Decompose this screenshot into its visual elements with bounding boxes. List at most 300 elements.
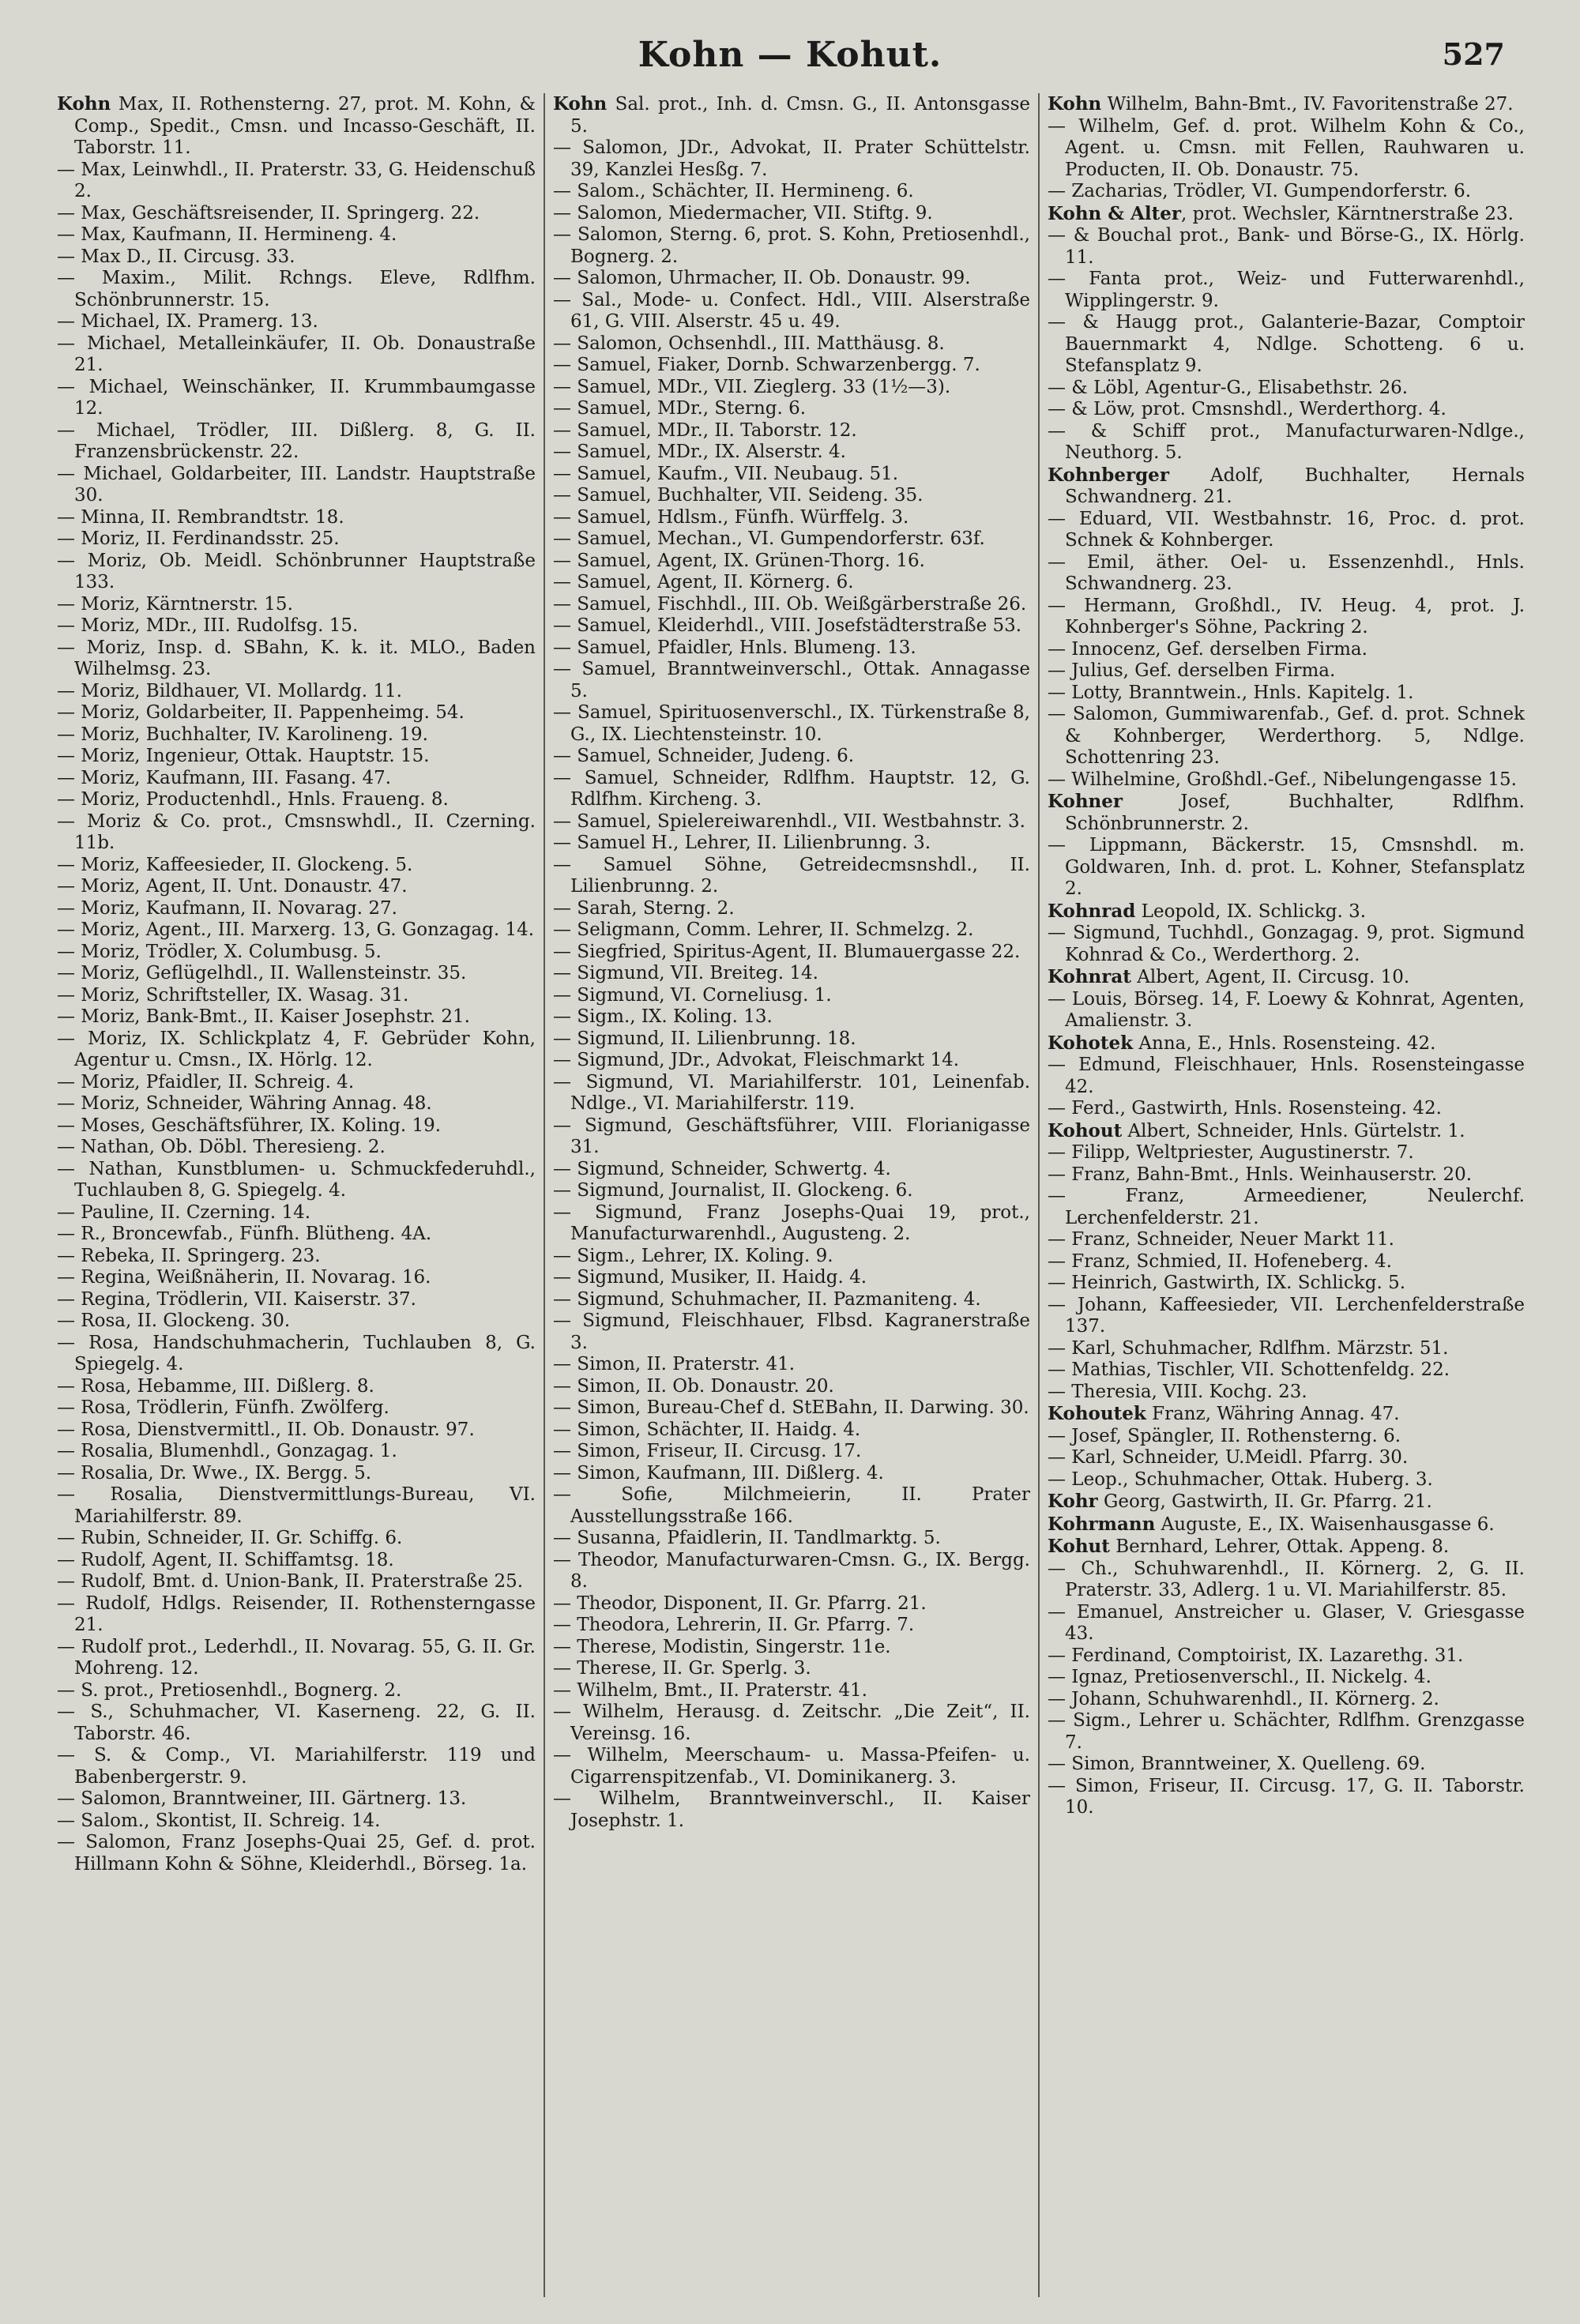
entry-text: — Rosalia, Blumenhdl., Gonzagag. 1. [57,1441,397,1461]
entry-text: — Samuel, Spirituosenverschl., IX. Türkenstraße 8, G., IX. Liechtensteinstr. 10. [553,702,1030,745]
directory-entry [1048,966,1525,989]
directory-entry [553,1354,1030,1376]
directory-entry [553,93,1030,137]
entry-text: — Louis, Börseg. 14, F. Loewy & Kohnrat, Agenten, Amalienstr. 3. [1048,988,1525,1031]
entry-text: — S. prot., Pretiosenhdl., Bognerg. 2. [57,1679,402,1701]
entry-text: — Johann, Kaffeesieder, VII. Lerchenfelderstraße 137. [1048,1294,1525,1337]
directory-entry [553,768,1030,811]
entry-text: — Theresia, VIII. Kochg. 23. [1048,1381,1307,1402]
directory-entry [57,1680,536,1702]
entry-text: — S., Schuhmacher, VI. Kaserneng. 22, G. II. Taborstr. 46. [57,1702,536,1744]
entry-text: — Mathias, Tischler, VII. Schottenfeldg. 22. [1048,1359,1450,1380]
entry-text: — Hermann, Großhdl., IV. Heug. 4, prot. J. Kohnberger's Söhne, Packring 2. [1048,595,1525,637]
directory-entry [57,1311,536,1333]
entry-text: — Ignaz, Pretiosenverschl., II. Nickelg. 4. [1048,1667,1431,1687]
entry-text: — Susanna, Pfaidlerin, II. Tandlmarktg. 5. [553,1528,941,1548]
entry-text: — Moriz, Agent, II. Unt. Donaustr. 47. [57,876,408,897]
directory-entry [1048,791,1525,835]
entry-text: — Salomon, Gummiwarenfab., Gef. d. prot. Schnek & Kohnberger, Werderthorg. 5, Ndlge. Schottenring 23. [1048,704,1525,768]
directory-entry [57,746,536,768]
entry-text: — Max, Geschäftsreisender, II. Springerg. 22. [57,202,480,224]
entry-text: — Ferdinand, Comptoirist, IX. Lazarethg. 31. [1048,1645,1464,1666]
directory-entry [553,442,1030,464]
directory-entry [553,1702,1030,1745]
entry-text: — Sigmund, Schneider, Schwertg. 4. [553,1158,891,1179]
directory-entry [57,1115,536,1138]
directory-entry [553,1550,1030,1593]
directory-entry [553,1267,1030,1289]
entry-text: — Moriz, IX. Schlickplatz 4, F. Gebrüder Kohn, Agentur u. Cmsn., IX. Hörlg. 12. [57,1028,536,1070]
directory-entry [553,1006,1030,1029]
directory-entry [553,1441,1030,1463]
directory-entry [1048,989,1525,1032]
entry-text: — Simon, II. Praterstr. 41. [553,1354,796,1374]
directory-entry [57,724,536,746]
entry-text: Leopold, IX. Schlickg. 3. [1135,901,1367,922]
entry-text: Albert, Agent, II. Circusg. 10. [1130,967,1410,987]
entry-text: — Moriz, Kaufmann, III. Fasang. 47. [57,767,392,788]
directory-entry [1048,1514,1525,1536]
entry-text: — Samuel, Hdlsm., Fünfh. Würffelg. 3. [553,506,909,528]
entry-text: — Franz, Bahn-Bmt., Hnls. Weinhauserstr. 20. [1048,1164,1473,1185]
directory-entry [553,485,1030,507]
entry-text: — Innocenz, Gef. derselben Firma. [1048,638,1367,660]
entry-text: — Wilhelm, Branntweinverschl., II. Kaiser Josephstr. 1. [553,1788,1030,1831]
entry-text: — Moriz & Co. prot., Cmsnswhdl., II. Czerning. 11b. [57,810,536,853]
directory-entry [57,768,536,790]
directory-entry [553,746,1030,768]
entry-text: — Rubin, Schneider, II. Gr. Schiffg. 6. [57,1528,403,1548]
entry-text: — Sal., Mode- u. Confect. Hdl., VIII. Alserstraße 61, G. VIII. Alserstr. 45 u. 49. [553,289,1030,332]
column-middle [544,93,1038,2297]
entry-text: — Sarah, Sterng. 2. [553,897,735,919]
entry-text: — Salomon, Sterng. 6, prot. S. Kohn, Pretiosenhdl., Bognerg. 2. [553,224,1030,267]
entry-text: — Moriz, Kaffeesieder, II. Glockeng. 5. [57,854,413,875]
directory-entry [57,1289,536,1311]
entry-text: — Rosa, Dienstvermittl., II. Ob. Donaustr. 97. [57,1419,475,1440]
directory-entry [1048,1447,1525,1469]
directory-entry [553,1115,1030,1159]
entry-text: — Regina, Trödlerin, VII. Kaiserstr. 37. [57,1288,416,1310]
directory-entry [1048,901,1525,923]
directory-entry [553,1376,1030,1398]
entry-text: — Salomon, Ochsenhdl., III. Matthäusg. 8. [553,333,945,354]
directory-entry [553,1615,1030,1637]
entry-text: — Simon, Schächter, II. Haidg. 4. [553,1419,861,1440]
entry-text: — Heinrich, Gastwirth, IX. Schlickg. 5. [1048,1273,1406,1293]
directory-entry [553,615,1030,637]
directory-entry [553,507,1030,529]
entry-text: — Moriz, Bank-Bmt., II. Kaiser Josephstr. 21. [57,1006,470,1027]
directory-entry [57,898,536,920]
entry-text: — Franz, Armeediener, Neulerchf. Lerchenfelderstr. 21. [1048,1186,1525,1228]
directory-entry [57,1333,536,1376]
entry-text: — Wilhelm, Bmt., II. Praterstr. 41. [553,1679,867,1701]
directory-entry [1048,660,1525,683]
entry-text: — Theodora, Lehrerin, II. Gr. Pfarrg. 7. [553,1615,915,1635]
entry-text: — Salomon, Franz Josephs-Quai 25, Gef. d. prot. Hillmann Kohn & Söhne, Kleiderhdl., Börseg. 1a. [57,1832,536,1875]
entry-text: — Salomon, Miedermacher, VII. Stiftg. 9. [553,202,933,224]
directory-entry [553,268,1030,290]
directory-entry [553,1528,1030,1550]
directory-entry [57,507,536,529]
directory-entry [1048,421,1525,464]
directory-entry [553,659,1030,702]
directory-entry [1048,1469,1525,1491]
directory-entry [1048,312,1525,378]
directory-entry [57,93,536,160]
entry-text: — Samuel, Kleiderhdl., VIII. Josefstädterstraße 53. [553,615,1022,636]
directory-entry [57,1702,536,1745]
directory-entry [553,1788,1030,1832]
directory-entry [1048,93,1525,116]
directory-entry [553,942,1030,964]
entry-text: — Moriz, II. Ferdinandsstr. 25. [57,528,340,549]
entry-text: — Moriz, Agent., III. Marxerg. 13, G. Gonzagag. 14. [57,919,535,940]
directory-entry [57,637,536,681]
directory-entry [57,1593,536,1637]
directory-entry [553,377,1030,399]
entry-text: — Simon, Kaufmann, III. Dißlerg. 4. [553,1462,884,1484]
directory-entry [1048,225,1525,269]
directory-entry [1048,399,1525,421]
entry-text: — Rudolf, Agent, II. Schiffamtsg. 18. [57,1549,394,1570]
entry-text: — Samuel, Buchhalter, VII. Seideng. 35. [553,485,924,506]
entry-text: — Samuel, Branntweinverschl., Ottak. Annagasse 5. [553,659,1030,701]
entry-text: — Julius, Gef. derselben Firma. [1048,660,1336,681]
page-header [0,0,1580,87]
directory-entry [1048,1602,1525,1645]
entry-text: — Moriz, MDr., III. Rudolfsg. 15. [57,615,359,636]
entry-text: Sal. prot., Inh. d. Cmsn. G., II. Antonsgasse 5. [570,94,1030,137]
entry-text: — Simon, Bureau-Chef d. StEBahn, II. Darwing. 30. [553,1397,1029,1418]
directory-entry [553,1397,1030,1420]
entry-text: — Lippmann, Bäckerstr. 15, Cmsnshdl. m. Goldwaren, Inh. d. prot. L. Kohner, Stefansplatz 2. [1048,835,1525,899]
directory-entry [57,464,536,507]
directory-entry [553,637,1030,660]
entry-surname: Kohn [553,93,608,115]
entry-text: — Sigmund, VII. Breiteg. 14. [553,963,818,983]
entry-text: — Edmund, Fleischhauer, Hnls. Rosensteingasse 42. [1048,1055,1525,1097]
directory-entry [1048,1098,1525,1120]
entry-text: — & Bouchal prot., Bank- und Börse-G., IX. Hörlg. 11. [1048,225,1525,268]
directory-entry [1048,1426,1525,1448]
directory-entry [553,1180,1030,1202]
directory-entry [553,203,1030,225]
directory-entry [1048,704,1525,769]
entry-text: — Franz, Schmied, II. Hofeneberg. 4. [1048,1250,1392,1272]
entry-surname: Kohn [57,93,111,115]
entry-text: — Maxim., Milit. Rchngs. Eleve, Rdlfhm. Schönbrunnerstr. 15. [57,268,536,310]
entry-text: — & Löbl, Agentur-G., Elisabethstr. 26. [1048,377,1409,398]
directory-entry [1048,552,1525,596]
entry-text: — Rosa, Handschuhmacherin, Tuchlauben 8, G. Spiegelg. 4. [57,1332,536,1374]
directory-entry [57,1441,536,1463]
directory-entry [57,963,536,985]
entry-text: — Simon, Branntweiner, X. Quelleng. 69. [1048,1754,1426,1774]
directory-entry [57,420,536,464]
directory-entry [1048,1491,1525,1514]
directory-entry [1048,1403,1525,1426]
directory-entry [57,1811,536,1833]
directory-entry [57,1484,536,1528]
directory-entry [57,1267,536,1289]
entry-text: — Wilhelm, Gef. d. prot. Wilhelm Kohn & Co., Agent. u. Cmsn. mit Fellen, Rauhwaren u. Producten, II. Ob. Donaustr. 75. [1048,115,1525,180]
entry-text: — Samuel, Kaufm., VII. Neubaug. 51. [553,463,899,484]
directory-entry [57,203,536,225]
entry-text: — Seligmann, Comm. Lehrer, II. Schmelzg. 2. [553,919,974,940]
entry-text: — R., Broncewfab., Fünfh. Blütheng. 4A. [57,1224,432,1244]
page-number: 527 [1442,36,1505,72]
directory-entry [57,1006,536,1029]
directory-entry [553,702,1030,746]
entry-text: — Salomon, Uhrmacher, II. Ob. Donaustr. 99. [553,268,971,288]
directory-entry [553,398,1030,420]
entry-text: Adolf, Buchhalter, Hernals Schwandnerg. 21. [1065,464,1525,507]
entry-text: — Samuel Söhne, Getreidecmsnshdl., II. Lilienbrunng. 2. [553,854,1030,897]
directory-entry [553,1311,1030,1354]
directory-entry [1048,203,1525,226]
entry-text: — Moriz, Schneider, Währing Annag. 48. [57,1093,432,1114]
directory-entry [57,1550,536,1572]
entry-surname: Kohrmann [1048,1513,1156,1535]
entry-surname: Kohout [1048,1119,1123,1141]
entry-text: — Rudolf prot., Lederhdl., II. Novarag. 55, G. II. Gr. Mohreng. 12. [57,1636,536,1679]
directory-entry [57,333,536,377]
entry-surname: Kohnrad [1048,900,1136,922]
entry-text: — Siegfried, Spiritus-Agent, II. Blumauergasse 22. [553,941,1021,962]
entry-surname: Kohotek [1048,1032,1134,1054]
entry-text: — Moriz, Pfaidler, II. Schreig. 4. [57,1071,355,1092]
directory-entry [553,1050,1030,1072]
directory-entry [1048,1536,1525,1559]
entry-text: — Sofie, Milchmeierin, II. Prater Ausstellungsstraße 166. [553,1484,1030,1527]
entry-text: — Moriz, Ingenieur, Ottak. Hauptstr. 15. [57,746,430,766]
entry-text: — & Haugg prot., Galanterie-Bazar, Comptoir Bauernmarkt 4, Ndlge. Schotteng. 6 u. Stefansplatz 9. [1048,312,1525,376]
entry-text: — Samuel, Mechan., VI. Gumpendorferstr. 63f. [553,528,985,549]
directory-entry [1048,269,1525,312]
directory-entry [1048,378,1525,400]
column-right [1038,93,1533,2297]
directory-entry [57,1397,536,1420]
entry-text: — Theodor, Disponent, II. Gr. Pfarrg. 21. [553,1593,927,1614]
directory-entry [553,1420,1030,1442]
entry-text: Anna, E., Hnls. Rosensteing. 42. [1133,1032,1436,1054]
entry-text: — Salom., Skontist, II. Schreig. 14. [57,1810,381,1831]
entry-text: — Lotty, Branntwein., Hnls. Kapitelg. 1. [1048,682,1414,703]
entry-text: — Rebeka, II. Springerg. 23. [57,1245,321,1266]
directory-entry [553,1159,1030,1181]
entry-text: — Simon, Friseur, II. Circusg. 17, G. II. Taborstr. 10. [1048,1775,1525,1818]
directory-entry [553,290,1030,333]
directory-entry [1048,1667,1525,1689]
entry-text: Auguste, E., IX. Waisenhausgasse 6. [1155,1514,1495,1535]
entry-text: — Leop., Schuhmacher, Ottak. Huberg. 3. [1048,1468,1433,1490]
directory-entry [57,919,536,942]
directory-entry [57,942,536,964]
directory-entry [57,985,536,1007]
directory-entry [57,1637,536,1680]
entry-text: — Samuel, Schneider, Judeng. 6. [553,746,855,766]
directory-entry [1048,509,1525,552]
entry-text: — Moriz, Insp. d. SBahn, K. k. it. MLO., Baden Wilhelmsg. 23. [57,637,536,679]
directory-entry [553,1745,1030,1788]
directory-entry [57,1137,536,1159]
directory-entry [57,594,536,616]
column-left [49,93,544,2297]
directory-entry [553,594,1030,616]
entry-text: — Michael, Trödler, III. Dißlerg. 8, G. II. Franzensbrückenstr. 22. [57,419,536,462]
directory-entry [553,1463,1030,1485]
directory-columns [49,93,1533,2297]
entry-text: — Simon, II. Ob. Donaustr. 20. [553,1375,834,1397]
entry-text: — Salomon, JDr., Advokat, II. Prater Schüttelstr. 39, Kanzlei Hesßg. 7. [553,137,1030,180]
entry-text: — Therese, Modistin, Singerstr. 11e. [553,1636,891,1657]
entry-text: — Simon, Friseur, II. Circusg. 17. [553,1441,862,1461]
entry-text: — Samuel, Spielereiwarenhdl., VII. Westbahnstr. 3. [553,810,1025,832]
directory-entry [1048,769,1525,792]
directory-entry [1048,1186,1525,1229]
directory-entry [553,137,1030,181]
directory-entry [553,1484,1030,1528]
directory-entry [57,268,536,311]
directory-entry [57,528,536,551]
entry-text: Albert, Schneider, Hnls. Gürtelstr. 1. [1122,1120,1465,1141]
entry-text: — Moses, Geschäftsführer, IX. Koling. 19. [57,1115,442,1136]
directory-entry [1048,1120,1525,1143]
entry-text: — Sigmund, Franz Josephs-Quai 19, prot., Manufacturwarenhdl., Augusteng. 2. [553,1201,1030,1244]
directory-entry [1048,1251,1525,1273]
directory-entry [57,789,536,811]
directory-entry [1048,1273,1525,1295]
directory-entry [553,898,1030,920]
directory-entry [553,1072,1030,1115]
entry-surname: Kohn [1048,93,1102,115]
entry-text: — Samuel, MDr., II. Taborstr. 12. [553,419,857,441]
directory-entry [57,702,536,724]
directory-entry [57,1202,536,1224]
entry-text: — Rosa, Hebamme, III. Dißlerg. 8. [57,1375,374,1397]
entry-text: — Samuel H., Lehrer, II. Lilienbrunng. 3. [553,833,931,853]
entry-text: — Fanta prot., Weiz- und Futterwarenhdl., Wipplingerstr. 9. [1048,269,1525,311]
directory-entry [1048,181,1525,203]
entry-text: — Sigm., IX. Koling. 13. [553,1006,773,1027]
directory-entry [553,1202,1030,1246]
entry-text: — Ch., Schuhwarenhdl., II. Körnerg. 2, G. II. Praterstr. 33, Adlerg. 1 u. VI. Mariahilferstr. 85. [1048,1558,1525,1600]
entry-text: — Samuel, MDr., IX. Alserstr. 4. [553,442,846,462]
entry-text: — Max D., II. Circusg. 33. [57,246,295,267]
directory-entry [57,311,536,333]
entry-text: — Michael, Goldarbeiter, III. Landstr. Hauptstraße 30. [57,463,536,506]
entry-text: — Theodor, Manufacturwaren-Cmsn. G., IX. Bergg. 8. [553,1549,1030,1592]
entry-text: — Moriz, Geflügelhdl., II. Wallensteinstr. 35. [57,963,467,983]
entry-surname: Kohn & Alter [1048,202,1182,224]
directory-entry [57,855,536,877]
directory-entry [1048,464,1525,509]
entry-text: — Moriz, Trödler, X. Columbusg. 5. [57,941,382,962]
entry-text: — Moriz, Bildhauer, VI. Mollardg. 11. [57,680,402,701]
entry-text: — Samuel, Schneider, Rdlfhm. Hauptstr. 12, G. Rdlfhm. Kircheng. 3. [553,767,1030,810]
entry-text: — Samuel, Agent, IX. Grünen-Thorg. 16. [553,550,925,571]
directory-entry [57,1072,536,1094]
entry-text: — Ferd., Gastwirth, Hnls. Rosensteing. 42. [1048,1098,1442,1119]
entry-text: — Samuel, Pfaidler, Hnls. Blumeng. 13. [553,637,916,658]
directory-entry [553,1658,1030,1680]
directory-entry [57,1745,536,1788]
directory-entry [1048,835,1525,901]
directory-entry [1048,596,1525,639]
directory-entry [553,551,1030,573]
entry-text: — Salomon, Branntweiner, III. Gärtnerg. 13. [57,1788,467,1809]
directory-entry [553,919,1030,942]
entry-text: — Eduard, VII. Westbahnstr. 16, Proc. d. prot. Schnek & Kohnberger. [1048,508,1525,551]
directory-entry [553,963,1030,985]
entry-text: — Salom., Schächter, II. Hermineng. 6. [553,181,914,201]
entry-text: — Wilhelm, Meerschaum- u. Massa-Pfeifen- u. Cigarrenspitzenfab., VI. Dominikanerg. 3. [553,1745,1030,1788]
entry-text: — Rosa, Trödlerin, Fünfh. Zwölferg. [57,1397,389,1418]
directory-entry [1048,1776,1525,1819]
directory-entry [553,1246,1030,1268]
directory-entry [57,615,536,637]
entry-text: — Samuel, MDr., VII. Zieglerg. 33 (1½—3). [553,376,951,397]
directory-entry [1048,1164,1525,1186]
directory-entry [553,181,1030,203]
entry-text: — Samuel, Agent, II. Körnerg. 6. [553,572,854,592]
directory-entry [1048,639,1525,661]
entry-text: — Michael, Metalleinkäufer, II. Ob. Donaustraße 21. [57,333,536,375]
entry-text: — Minna, II. Rembrandtstr. 18. [57,506,344,528]
entry-text: — Michael, Weinschänker, II. Krummbaumgasse 12. [57,376,536,419]
directory-entry [57,246,536,269]
directory-entry [57,681,536,703]
entry-text: — S. & Comp., VI. Mariahilferstr. 119 und Babenbergerstr. 9. [57,1745,536,1788]
directory-entry [57,224,536,246]
directory-entry [553,1593,1030,1615]
entry-surname: Kohut [1048,1536,1110,1557]
entry-text: — Rosalia, Dr. Wwe., IX. Bergg. 5. [57,1462,372,1484]
directory-entry [1048,1559,1525,1602]
entry-text: — Nathan, Ob. Döbl. Theresieng. 2. [57,1137,386,1157]
entry-text: — Pauline, II. Czerning. 14. [57,1201,311,1223]
entry-text: — Wilhelm, Herausg. d. Zeitschr. „Die Zeit“, II. Vereinsg. 16. [553,1702,1030,1744]
directory-entry [553,420,1030,442]
directory-entry [57,1463,536,1485]
entry-text: — Wilhelmine, Großhdl.-Gef., Nibelungengasse 15. [1048,769,1517,790]
directory-entry [553,1029,1030,1051]
entry-text: — Max, Leinwhdl., II. Praterstr. 33, G. Heidenschuß 2. [57,159,536,201]
directory-entry [1048,1645,1525,1668]
entry-text: Bernhard, Lehrer, Ottak. Appeng. 8. [1109,1536,1450,1557]
entry-text: Georg, Gastwirth, II. Gr. Pfarrg. 21. [1097,1491,1432,1512]
entry-text: — Moriz, Productenhdl., Hnls. Fraueng. 8. [57,789,449,810]
directory-entry [1048,1359,1525,1382]
entry-text: — Emanuel, Anstreicher u. Glaser, V. Griesgasse 43. [1048,1601,1525,1644]
entry-text: — Nathan, Kunstblumen- u. Schmuckfederuhdl., Tuchlauben 8, G. Spiegelg. 4. [57,1158,536,1201]
entry-text: — & Schiff prot., Manufacturwaren-Ndlge., Neuthorg. 5. [1048,420,1525,463]
directory-entry [57,1528,536,1550]
entry-text: — Sigm., Lehrer u. Schächter, Rdlfhm. Grenzgasse 7. [1048,1710,1525,1753]
entry-text: — Filipp, Weltpriester, Augustinerstr. 7. [1048,1142,1414,1163]
directory-entry [1048,1032,1525,1055]
entry-text: Josef, Buchhalter, Rdlfhm. Schönbrunnerstr. 2. [1065,792,1525,834]
entry-text: Max, II. Rothensterng. 27, prot. M. Kohn, & Comp., Spedit., Cmsn. und Incasso-Geschäft, II. Taborstr. 11. [74,94,536,158]
entry-text: — Sigmund, Tuchhdl., Gonzagag. 9, prot. Sigmund Kohnrad & Co., Werderthorg. 2. [1048,923,1525,965]
directory-entry [1048,1754,1525,1776]
directory-entry [57,551,536,594]
directory-entry [1048,116,1525,182]
directory-entry [57,1159,536,1202]
directory-entry [1048,1338,1525,1360]
